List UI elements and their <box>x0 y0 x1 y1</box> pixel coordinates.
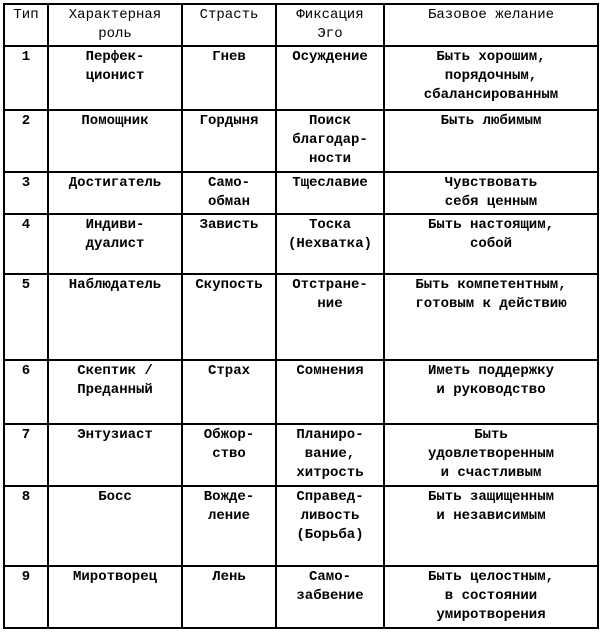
table-row <box>4 110 598 172</box>
cell-fixation: Само- забвение <box>276 566 384 628</box>
cell-type: 2 <box>4 110 48 172</box>
cell-type: 7 <box>4 424 48 486</box>
cell-role: Энтузиаст <box>48 424 182 486</box>
table-row <box>4 214 598 274</box>
table-row <box>4 424 598 486</box>
cell-desire: Чувствовать себя ценным <box>384 172 598 214</box>
table-row <box>4 360 598 424</box>
header-desire: Базовое желание <box>384 4 598 46</box>
cell-fixation: Сомнения <box>276 360 384 424</box>
cell-desire: Быть настоящим, собой <box>384 214 598 274</box>
cell-passion: Гордыня <box>182 110 276 172</box>
cell-fixation: Справед- ливость (Борьба) <box>276 486 384 566</box>
cell-passion: Скупость <box>182 274 276 360</box>
cell-desire: Быть компетентным, готовым к действию <box>384 274 598 360</box>
cell-passion: Лень <box>182 566 276 628</box>
cell-role: Помощник <box>48 110 182 172</box>
cell-fixation: Отстране- ние <box>276 274 384 360</box>
table-row <box>4 566 598 628</box>
cell-type: 3 <box>4 172 48 214</box>
cell-role: Скептик / Преданный <box>48 360 182 424</box>
header-row <box>4 4 598 46</box>
cell-desire: Быть удовлетворенным и счастливым <box>384 424 598 486</box>
cell-desire: Иметь поддержку и руководство <box>384 360 598 424</box>
cell-role: Перфек- ционист <box>48 46 182 110</box>
cell-passion: Страх <box>182 360 276 424</box>
cell-fixation: Поиск благодар- ности <box>276 110 384 172</box>
cell-fixation: Осуждение <box>276 46 384 110</box>
cell-fixation: Тщеславие <box>276 172 384 214</box>
enneagram-table <box>3 3 599 629</box>
cell-role: Миротворец <box>48 566 182 628</box>
cell-role: Достигатель <box>48 172 182 214</box>
header-type: Тип <box>4 4 48 46</box>
table-row <box>4 46 598 110</box>
cell-fixation: Тоска (Нехватка) <box>276 214 384 274</box>
cell-passion: Гнев <box>182 46 276 110</box>
cell-desire: Быть хорошим, порядочным, сбалансированным <box>384 46 598 110</box>
cell-desire: Быть любимым <box>384 110 598 172</box>
header-fixation: Фиксация Эго <box>276 4 384 46</box>
header-role: Характерная роль <box>48 4 182 46</box>
cell-role: Наблюдатель <box>48 274 182 360</box>
table-row <box>4 486 598 566</box>
cell-role: Босс <box>48 486 182 566</box>
cell-type: 9 <box>4 566 48 628</box>
cell-passion: Само- обман <box>182 172 276 214</box>
cell-desire: Быть целостным, в состоянии умиротворения <box>384 566 598 628</box>
table-row <box>4 172 598 214</box>
cell-fixation: Планиро- вание, хитрость <box>276 424 384 486</box>
cell-type: 8 <box>4 486 48 566</box>
cell-type: 6 <box>4 360 48 424</box>
cell-role: Индиви- дуалист <box>48 214 182 274</box>
cell-passion: Обжор- ство <box>182 424 276 486</box>
cell-type: 4 <box>4 214 48 274</box>
table-row <box>4 274 598 360</box>
cell-type: 1 <box>4 46 48 110</box>
cell-desire: Быть защищенным и независимым <box>384 486 598 566</box>
cell-passion: Вожде- ление <box>182 486 276 566</box>
cell-passion: Зависть <box>182 214 276 274</box>
header-passion: Страсть <box>182 4 276 46</box>
cell-type: 5 <box>4 274 48 360</box>
